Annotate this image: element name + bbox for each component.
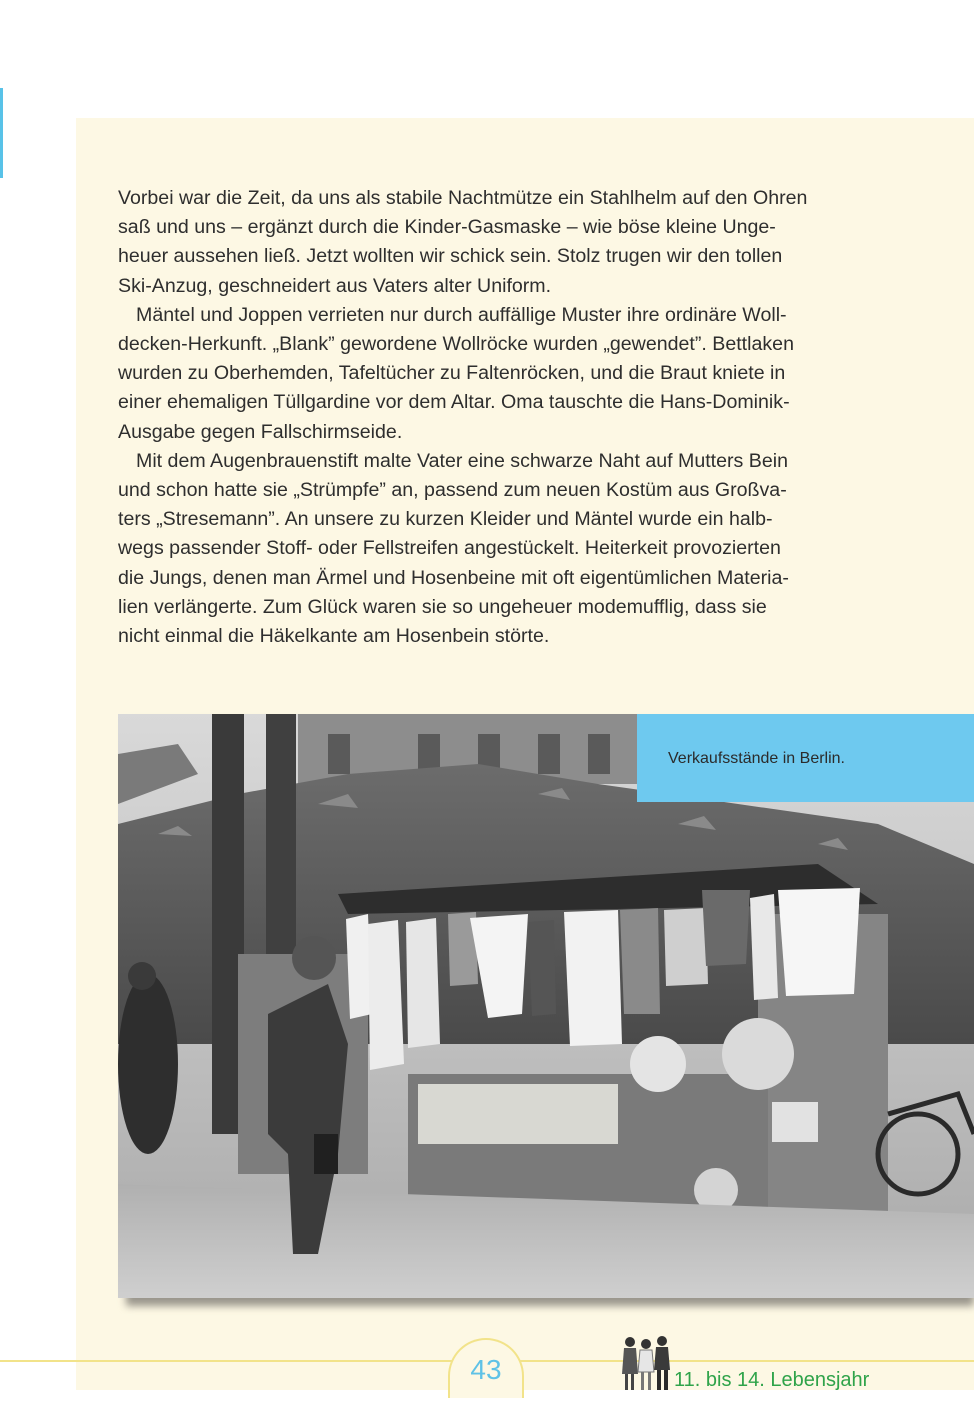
text-line: lien verlängerte. Zum Glück waren sie so ungeheuer modemufflig, dass sie: [118, 595, 767, 618]
margin-accent-bar: [0, 88, 3, 178]
text-line: wurden zu Oberhemden, Tafeltücher zu Faltenröcken, und die Braut kniete in: [118, 362, 786, 385]
text-line: einer ehemaligen Tüllgardine vor dem Altar. Oma tauschte die Hans-Dominik-: [118, 391, 790, 414]
text-line: ters „Stresemann”. An unsere zu kurzen Kleider und Mäntel wurde ein halb-: [118, 508, 773, 531]
text-line: saß und uns – ergänzt durch die Kinder-Gasmaske – wie böse kleine Unge-: [118, 216, 776, 239]
text-line: heuer aussehen ließ. Jetzt wollten wir schick sein. Stolz trugen wir den tollen: [118, 245, 783, 268]
text-line: decken-Herkunft. „Blank” gewordene Wollröcke wurden „gewendet”. Bettlaken: [118, 333, 794, 356]
text-line: Ski-Anzug, geschneidert aus Vaters alter Uniform.: [118, 274, 552, 297]
text-line: und schon hatte sie „Strümpfe” an, passend zum neuen Kostüm aus Großva-: [118, 479, 787, 502]
text-line: Mit dem Augenbrauenstift malte Vater eine schwarze Naht auf Mutters Bein: [136, 449, 788, 472]
chapter-label: 11. bis 14. Lebensjahr: [674, 1369, 870, 1391]
text-line: die Jungs, denen man Ärmel und Hosenbeine mit oft eigentümlichen Materia-: [118, 566, 789, 589]
children-figures-icon: [620, 1334, 672, 1392]
photo-caption: Verkaufsstände in Berlin.: [668, 750, 845, 767]
page-number: 43: [470, 1354, 502, 1385]
photo-caption-box: [637, 714, 974, 802]
text-line: wegs passender Stoff- oder Fellstreifen angestückelt. Heiterkeit provozierten: [118, 537, 781, 560]
body-text: [118, 184, 878, 651]
text-line: Ausgabe gegen Fallschirmseide.: [118, 420, 403, 443]
text-line: Vorbei war die Zeit, da uns als stabile Nachtmütze ein Stahlhelm auf den Ohren: [118, 187, 808, 209]
text-line: nicht einmal die Häkelkante am Hosenbein störte.: [118, 625, 550, 648]
text-line: Mäntel und Joppen verrieten nur durch auffällige Muster ihre ordinäre Woll-: [136, 303, 787, 326]
